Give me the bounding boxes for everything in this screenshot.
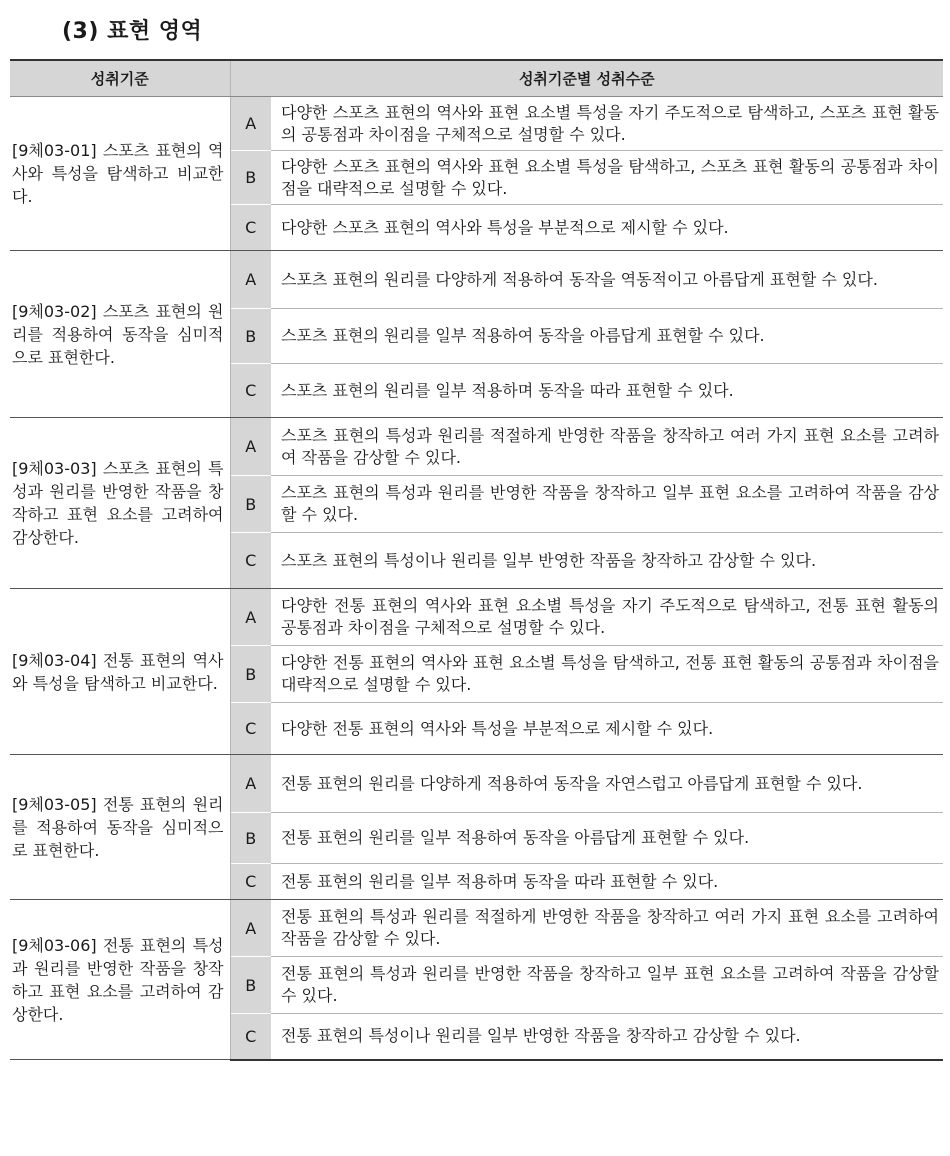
level-description: 스포츠 표현의 원리를 다양하게 적용하여 동작을 역동적이고 아름답게 표현할 수 있다. [271, 251, 943, 309]
level-description: 전통 표현의 원리를 일부 적용하며 동작을 따라 표현할 수 있다. [271, 864, 943, 900]
level-description: 전통 표현의 원리를 일부 적용하여 동작을 아름답게 표현할 수 있다. [271, 813, 943, 864]
level-grade: C [230, 364, 271, 418]
level-description: 전통 표현의 원리를 다양하게 적용하여 동작을 자연스럽고 아름답게 표현할 수 있다. [271, 755, 943, 813]
level-grade: A [230, 900, 271, 957]
level-grade: C [230, 864, 271, 900]
standard-cell: [9체03-06] 전통 표현의 특성과 원리를 반영한 작품을 창작하고 표현 요소를 고려하여 감상한다. [10, 900, 230, 1060]
table-row [10, 251, 943, 309]
level-description: 스포츠 표현의 원리를 일부 적용하여 동작을 아름답게 표현할 수 있다. [271, 309, 943, 364]
level-description: 스포츠 표현의 특성과 원리를 반영한 작품을 창작하고 일부 표현 요소를 고려하여 작품을 감상할 수 있다. [271, 476, 943, 533]
level-grade: B [230, 151, 271, 205]
level-grade: C [230, 205, 271, 251]
level-grade: B [230, 646, 271, 703]
section-title: (3) 표현 영역 [62, 19, 203, 44]
level-grade: C [230, 703, 271, 755]
standard-cell: [9체03-02] 스포츠 표현의 원리를 적용하여 동작을 심미적으로 표현한다. [10, 251, 230, 418]
table-row [10, 97, 943, 151]
level-grade: A [230, 251, 271, 309]
level-description: 다양한 스포츠 표현의 역사와 표현 요소별 특성을 탐색하고, 스포츠 표현 활동의 공통점과 차이점을 대략적으로 설명할 수 있다. [271, 151, 943, 205]
table-row [10, 418, 943, 476]
level-description: 전통 표현의 특성과 원리를 반영한 작품을 창작하고 일부 표현 요소를 고려하여 작품을 감상할 수 있다. [271, 957, 943, 1014]
level-grade: A [230, 755, 271, 813]
level-grade: C [230, 1014, 271, 1060]
level-description: 전통 표현의 특성이나 원리를 일부 반영한 작품을 창작하고 감상할 수 있다. [271, 1014, 943, 1060]
level-description: 전통 표현의 특성과 원리를 적절하게 반영한 작품을 창작하고 여러 가지 표현 요소를 고려하여 작품을 감상할 수 있다. [271, 900, 943, 957]
header-levels: 성취기준별 성취수준 [230, 60, 943, 97]
level-description: 스포츠 표현의 원리를 일부 적용하며 동작을 따라 표현할 수 있다. [271, 364, 943, 418]
standard-cell: [9체03-05] 전통 표현의 원리를 적용하여 동작을 심미적으로 표현한다. [10, 755, 230, 900]
table-row [10, 900, 943, 957]
level-grade: A [230, 589, 271, 646]
table-header-row [10, 60, 943, 97]
standard-cell: [9체03-04] 전통 표현의 역사와 특성을 탐색하고 비교한다. [10, 589, 230, 755]
level-description: 다양한 전통 표현의 역사와 표현 요소별 특성을 자기 주도적으로 탐색하고, 전통 표현 활동의 공통점과 차이점을 구체적으로 설명할 수 있다. [271, 589, 943, 646]
level-description: 다양한 스포츠 표현의 역사와 표현 요소별 특성을 자기 주도적으로 탐색하고, 스포츠 표현 활동의 공통점과 차이점을 구체적으로 설명할 수 있다. [271, 97, 943, 151]
standard-cell: [9체03-01] 스포츠 표현의 역사와 특성을 탐색하고 비교한다. [10, 97, 230, 251]
level-description: 다양한 스포츠 표현의 역사와 특성을 부분적으로 제시할 수 있다. [271, 205, 943, 251]
table-row [10, 589, 943, 646]
level-description: 스포츠 표현의 특성이나 원리를 일부 반영한 작품을 창작하고 감상할 수 있다. [271, 533, 943, 589]
achievement-standards-table [10, 59, 943, 1061]
standard-cell: [9체03-03] 스포츠 표현의 특성과 원리를 반영한 작품을 창작하고 표현 요소를 고려하여 감상한다. [10, 418, 230, 589]
level-description: 다양한 전통 표현의 역사와 특성을 부분적으로 제시할 수 있다. [271, 703, 943, 755]
level-grade: A [230, 97, 271, 151]
level-grade: B [230, 476, 271, 533]
level-grade: B [230, 813, 271, 864]
level-description: 스포츠 표현의 특성과 원리를 적절하게 반영한 작품을 창작하고 여러 가지 표현 요소를 고려하여 작품을 감상할 수 있다. [271, 418, 943, 476]
level-grade: A [230, 418, 271, 476]
level-description: 다양한 전통 표현의 역사와 표현 요소별 특성을 탐색하고, 전통 표현 활동의 공통점과 차이점을 대략적으로 설명할 수 있다. [271, 646, 943, 703]
level-grade: B [230, 309, 271, 364]
table-row [10, 755, 943, 813]
header-standard: 성취기준 [10, 60, 230, 97]
level-grade: C [230, 533, 271, 589]
level-grade: B [230, 957, 271, 1014]
